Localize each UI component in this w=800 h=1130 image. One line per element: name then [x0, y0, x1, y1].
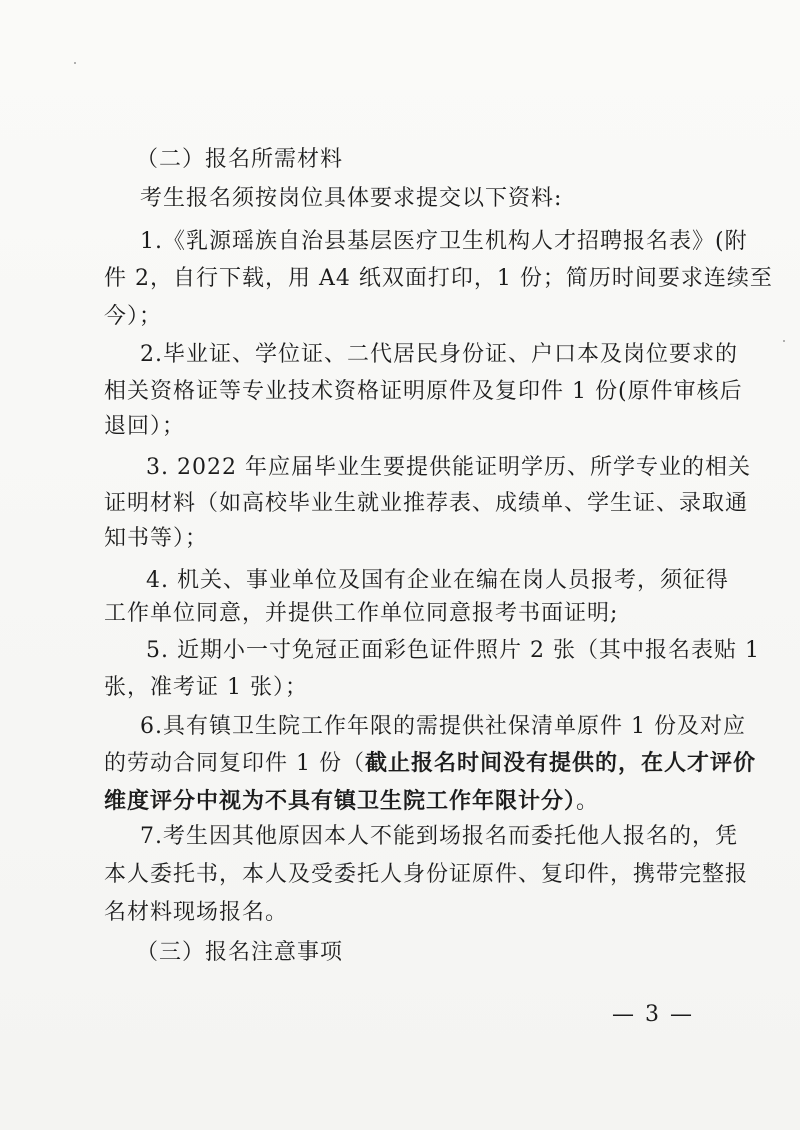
- item-6-line-1: 6.具有镇卫生院工作年限的需提供社保清单原件 1 份及对应: [140, 714, 746, 739]
- item-5-line-1: 5. 近期小一寸免冠正面彩色证件照片 2 张（其中报名表贴 1: [146, 638, 760, 663]
- item-1-line-3: 今）；: [104, 304, 163, 329]
- scan-speck: [74, 62, 76, 64]
- scan-speck: [783, 340, 785, 342]
- section-3-heading: （三）报名注意事项: [136, 940, 344, 965]
- section-2-heading: （二）报名所需材料: [136, 147, 344, 172]
- section-2-intro: 考生报名须按岗位具体要求提交以下资料:: [140, 186, 563, 211]
- item-6-line-3-end: 。: [576, 789, 600, 814]
- item-2-line-2: 相关资格证等专业技术资格证明原件及复印件 1 份(原件审核后: [104, 379, 743, 404]
- page-number: — 3 —: [612, 1002, 694, 1027]
- item-3-line-1: 3. 2022 年应届毕业生要提供能证明学历、所学专业的相关: [146, 455, 751, 480]
- item-1-line-1: 1.《乳源瑶族自治县基层医疗卫生机构人才招聘报名表》(附: [140, 229, 748, 254]
- item-6-line-3: [104, 786, 698, 817]
- item-5-line-2: 张，准考证 1 张）；: [104, 675, 308, 700]
- item-6-line-2-bold: 截止报名时间没有提供的，在人才评价: [364, 750, 756, 776]
- item-1-line-2: 件 2，自行下载，用 A4 纸双面打印，1 份；简历时间要求连续至: [104, 266, 773, 291]
- item-6-line-3-bold: 维度评分中视为不具有镇卫生院工作年限计分）: [104, 788, 577, 814]
- item-4-line-1: 4. 机关、事业单位及国有企业在编在岗人员报考，须征得: [146, 568, 729, 593]
- item-2-line-3: 退回）；: [104, 414, 186, 439]
- item-7-line-2: 本人委托书，本人及受委托人身份证原件、复印件，携带完整报: [104, 862, 749, 887]
- item-6-line-2-normal: 的劳动合同复印件 1 份（: [104, 751, 365, 776]
- item-3-line-2: 证明材料（如高校毕业生就业推荐表、成绩单、学生证、录取通: [104, 491, 749, 516]
- item-7-line-1: 7.考生因其他原因本人不能到场报名而委托他人报名的，凭: [140, 824, 738, 849]
- item-2-line-1: 2.毕业证、学位证、二代居民身份证、户口本及岗位要求的: [140, 342, 738, 367]
- item-6-line-2: [104, 748, 756, 779]
- item-3-line-3: 知书等）；: [104, 526, 209, 551]
- item-4-line-2: 工作单位同意，并提供工作单位同意报考书面证明;: [104, 601, 619, 626]
- item-7-line-3: 名材料现场报名。: [104, 900, 289, 925]
